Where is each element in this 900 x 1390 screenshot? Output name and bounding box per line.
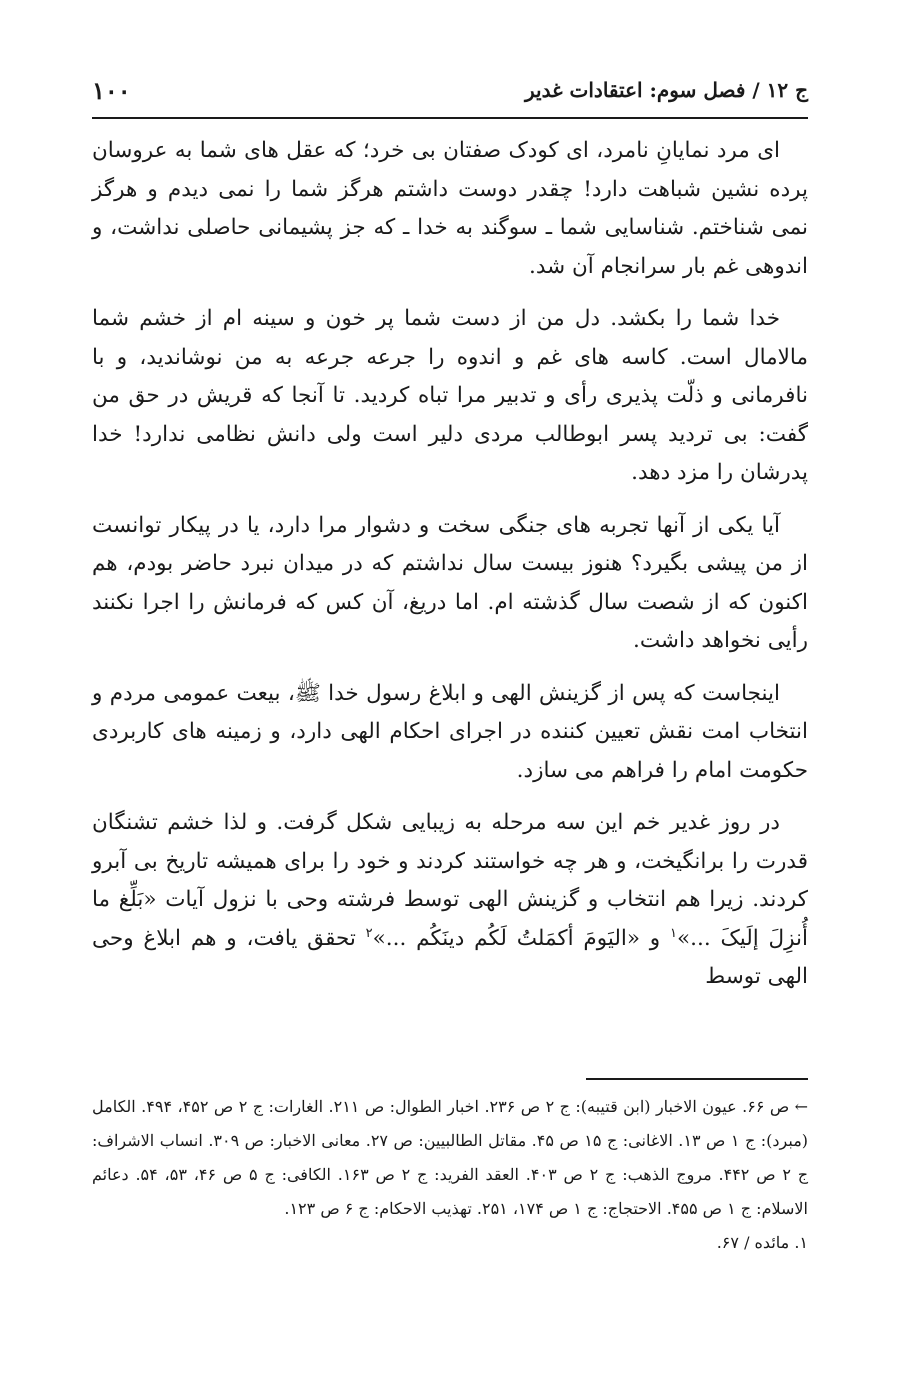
paragraph-4: اینجاست که پس از گزینش الهی و ابلاغ رسول خدا ﷺ، بیعت عمومی مردم و انتخاب امت نقش تعیین کننده در اجرای احکام الهی دارد، و زمینه های کاربردی حکومت امام را فراهم می سازد. xyxy=(92,680,808,783)
footnote-ref-2: ۲ xyxy=(365,925,373,941)
footnote-rule xyxy=(586,1078,808,1080)
footnotes xyxy=(92,1090,808,1260)
paragraph-5-text: در روز غدیر خم این سه مرحله به زیبایی شکل گرفت. و لذا خشم تشنگان قدرت را برانگیخت، و هر چه خواستند کردند و خود را برای همیشه تاریخ بی آبرو کردند. زیرا هم انتخاب و گزینش الهی توسط فرشته وحی با نزول آیات «بَلِّغ ما أُنزِلَ إلَیکَ ...» xyxy=(92,810,808,951)
footnote-1: ۱. مائده / ۶۷. xyxy=(716,1233,808,1252)
paragraph-2: خدا شما را بکشد. دل من از دست شما پر خون و سینه ام از خشم شما مالامال است. کاسه های غم و اندوه را جرعه جرعه به من نوشاندید، و با نافرمانی و ذلّت پذیری رأی و تدبیر مرا تباه کردید. تا آنجا که قریش در حق من گفت: بی تردید پسر ابوطالب مردی دلیر است ولی دانش نظامی ندارد! خدا پدرشان را مزد دهد. xyxy=(92,306,808,485)
body-text xyxy=(92,132,808,1011)
footnote-ref-1: ۱ xyxy=(670,925,677,941)
footnote-continued: ← ص ۶۶. عیون الاخبار (ابن قتیبه): ج ۲ ص ۲۳۶. اخبار الطوال: ص ۲۱۱. الغارات: ج ۲ ص ۴۵۲، ۴۹۴. الکامل (مبرد): ج ۱ ص ۱۳. الاغانی: ج ۱۵ ص ۴۵. مقاتل الطالبیین: ص ۲۷. معانی الاخبار: ص ۳۰۹. انساب الاشراف: ج ۲ ص ۴۴۲. مروج الذهب: ج ۲ ص ۴۰۳. العقد الفرید: ج ۲ ص ۱۶۳. الکافی: ج ۵ ص ۴۶، ۵۳، ۵۴. دعائم الاسلام: ج ۱ ص ۴۵۵. الاحتجاج: ج ۱ ص ۱۷۴، ۲۵۱. تهذیب الاحکام: ج ۶ ص ۱۲۳. xyxy=(92,1097,809,1218)
paragraph-5-end: تحقق یافت، و هم ابلاغ وحی الهی توسط xyxy=(92,925,808,989)
book-page xyxy=(92,0,808,1390)
paragraph-1: ای مرد نمایانِ نامرد، ای کودک صفتان بی خرد؛ که عقل های شما به عروسان پرده نشین شباهت دارد! چقدر دوست داشتم هرگز شما را نمی دیدم و هرگز نمی شناختم. شناسایی شما ـ سوگند به خدا ـ که جز پشیمانی حاصلی نداشت، و اندوهی غم بار سرانجام آن شد. xyxy=(92,138,808,279)
paragraph-5-quote: و «الیَومَ أکمَلتُ لَکُم دینَکُم ...» xyxy=(372,925,671,951)
paragraph-3: آیا یکی از آنها تجربه های جنگی سخت و دشوار مرا دارد، یا در پیکار توانست از من پیشی بگیرد؟ هنوز بیست سال نداشتم که در میدان نبرد حاضر بودم، هم اکنون که از شصت سال گذشته ام. اما دریغ، آن کس که فرمانش را اجرا نکنند رأیی نخواهد داشت. xyxy=(92,512,808,653)
header-rule xyxy=(92,117,808,119)
running-header xyxy=(92,70,808,110)
page-number: ۱۰۰ xyxy=(92,75,131,105)
running-title: ج ۱۲ / فصل سوم: اعتقادات غدیر xyxy=(525,78,808,102)
paragraph-5 xyxy=(92,804,808,997)
